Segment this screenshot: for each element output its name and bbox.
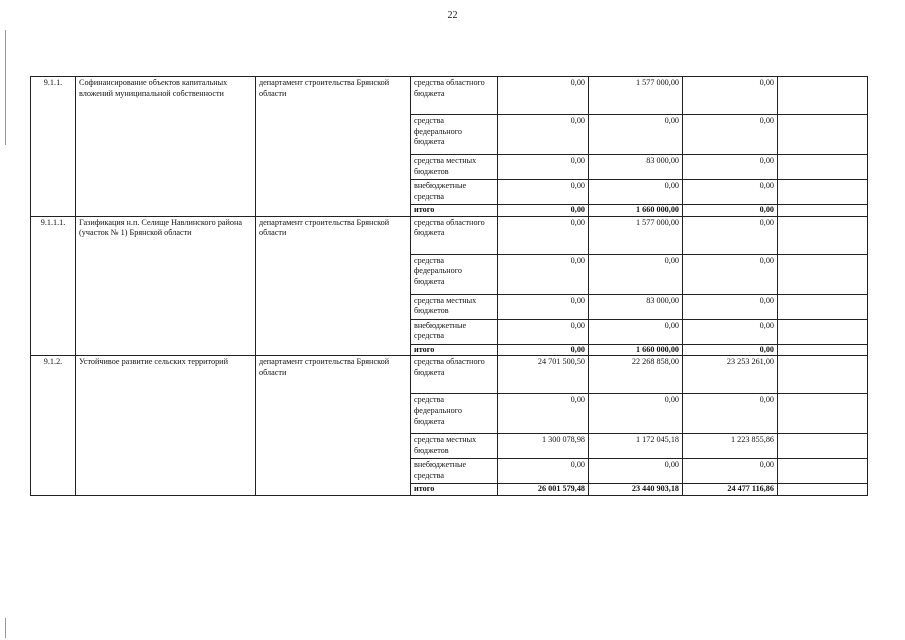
empty-cell [778,155,868,180]
amount-v2: 0,00 [589,319,683,344]
amount-v1: 0,00 [498,254,589,294]
amount-v3: 23 253 261,00 [683,356,778,394]
scan-edge-mark [5,618,6,638]
amount-v1: 0,00 [498,155,589,180]
item-name: Софинансирование объектов капитальных вложений муниципальной собственности [76,77,256,217]
page-number: 22 [447,10,458,21]
empty-cell [778,459,868,484]
amount-v2: 1 660 000,00 [589,205,683,217]
amount-v1: 0,00 [498,394,589,434]
funding-source: средства областного бюджета [411,216,498,254]
funding-source: средства федерального бюджета [411,115,498,155]
amount-v2: 1 660 000,00 [589,344,683,356]
item-name: Газификация н.п. Селище Навлинского района (участок № 1) Брянской области [76,216,256,356]
amount-v2: 0,00 [589,394,683,434]
executor: департамент строительства Брянской области [256,77,411,217]
amount-v1: 0,00 [498,115,589,155]
funding-source: внебюджетные средства [411,459,498,484]
amount-v2: 83 000,00 [589,294,683,319]
empty-cell [778,115,868,155]
scan-edge-mark [5,30,6,145]
empty-cell [778,77,868,115]
funding-source: итого [411,344,498,356]
empty-cell [778,205,868,217]
empty-cell [778,180,868,205]
table-row [31,77,868,115]
funding-source: средства областного бюджета [411,77,498,115]
amount-v2: 0,00 [589,459,683,484]
empty-cell [778,434,868,459]
amount-v2: 0,00 [589,254,683,294]
amount-v1: 0,00 [498,459,589,484]
amount-v1: 0,00 [498,344,589,356]
funding-source: внебюджетные средства [411,180,498,205]
amount-v3: 0,00 [683,155,778,180]
amount-v3: 0,00 [683,77,778,115]
amount-v2: 1 172 045,18 [589,434,683,459]
amount-v1: 1 300 078,98 [498,434,589,459]
amount-v1: 24 701 500,50 [498,356,589,394]
table-row [31,216,868,254]
amount-v2: 0,00 [589,115,683,155]
empty-cell [778,216,868,254]
amount-v2: 83 000,00 [589,155,683,180]
amount-v3: 0,00 [683,344,778,356]
amount-v1: 0,00 [498,180,589,205]
amount-v1: 26 001 579,48 [498,484,589,496]
amount-v3: 0,00 [683,319,778,344]
amount-v3: 0,00 [683,294,778,319]
funding-source: внебюджетные средства [411,319,498,344]
executor: департамент строительства Брянской области [256,216,411,356]
empty-cell [778,484,868,496]
amount-v3: 0,00 [683,115,778,155]
amount-v3: 0,00 [683,254,778,294]
amount-v3: 0,00 [683,180,778,205]
amount-v1: 0,00 [498,216,589,254]
empty-cell [778,394,868,434]
amount-v2: 22 268 858,00 [589,356,683,394]
amount-v1: 0,00 [498,319,589,344]
table-row [31,356,868,394]
item-name: Устойчивое развитие сельских территорий [76,356,256,496]
amount-v1: 0,00 [498,294,589,319]
executor: департамент строительства Брянской области [256,356,411,496]
amount-v3: 0,00 [683,205,778,217]
funding-source: средства местных бюджетов [411,155,498,180]
empty-cell [778,254,868,294]
amount-v2: 1 577 000,00 [589,216,683,254]
empty-cell [778,356,868,394]
amount-v2: 23 440 903,18 [589,484,683,496]
item-number: 9.1.2. [31,356,76,496]
funding-source: средства местных бюджетов [411,434,498,459]
funding-source: средства федерального бюджета [411,394,498,434]
amount-v3: 1 223 855,86 [683,434,778,459]
funding-source: средства федерального бюджета [411,254,498,294]
funding-source: итого [411,484,498,496]
amount-v2: 1 577 000,00 [589,77,683,115]
funding-source: средства местных бюджетов [411,294,498,319]
item-number: 9.1.1.1. [31,216,76,356]
empty-cell [778,344,868,356]
amount-v3: 0,00 [683,394,778,434]
empty-cell [778,294,868,319]
empty-cell [778,319,868,344]
amount-v3: 0,00 [683,216,778,254]
item-number: 9.1.1. [31,77,76,217]
funding-source: итого [411,205,498,217]
budget-table [30,76,868,496]
amount-v3: 24 477 116,86 [683,484,778,496]
amount-v2: 0,00 [589,180,683,205]
amount-v3: 0,00 [683,459,778,484]
amount-v1: 0,00 [498,77,589,115]
funding-source: средства областного бюджета [411,356,498,394]
amount-v1: 0,00 [498,205,589,217]
